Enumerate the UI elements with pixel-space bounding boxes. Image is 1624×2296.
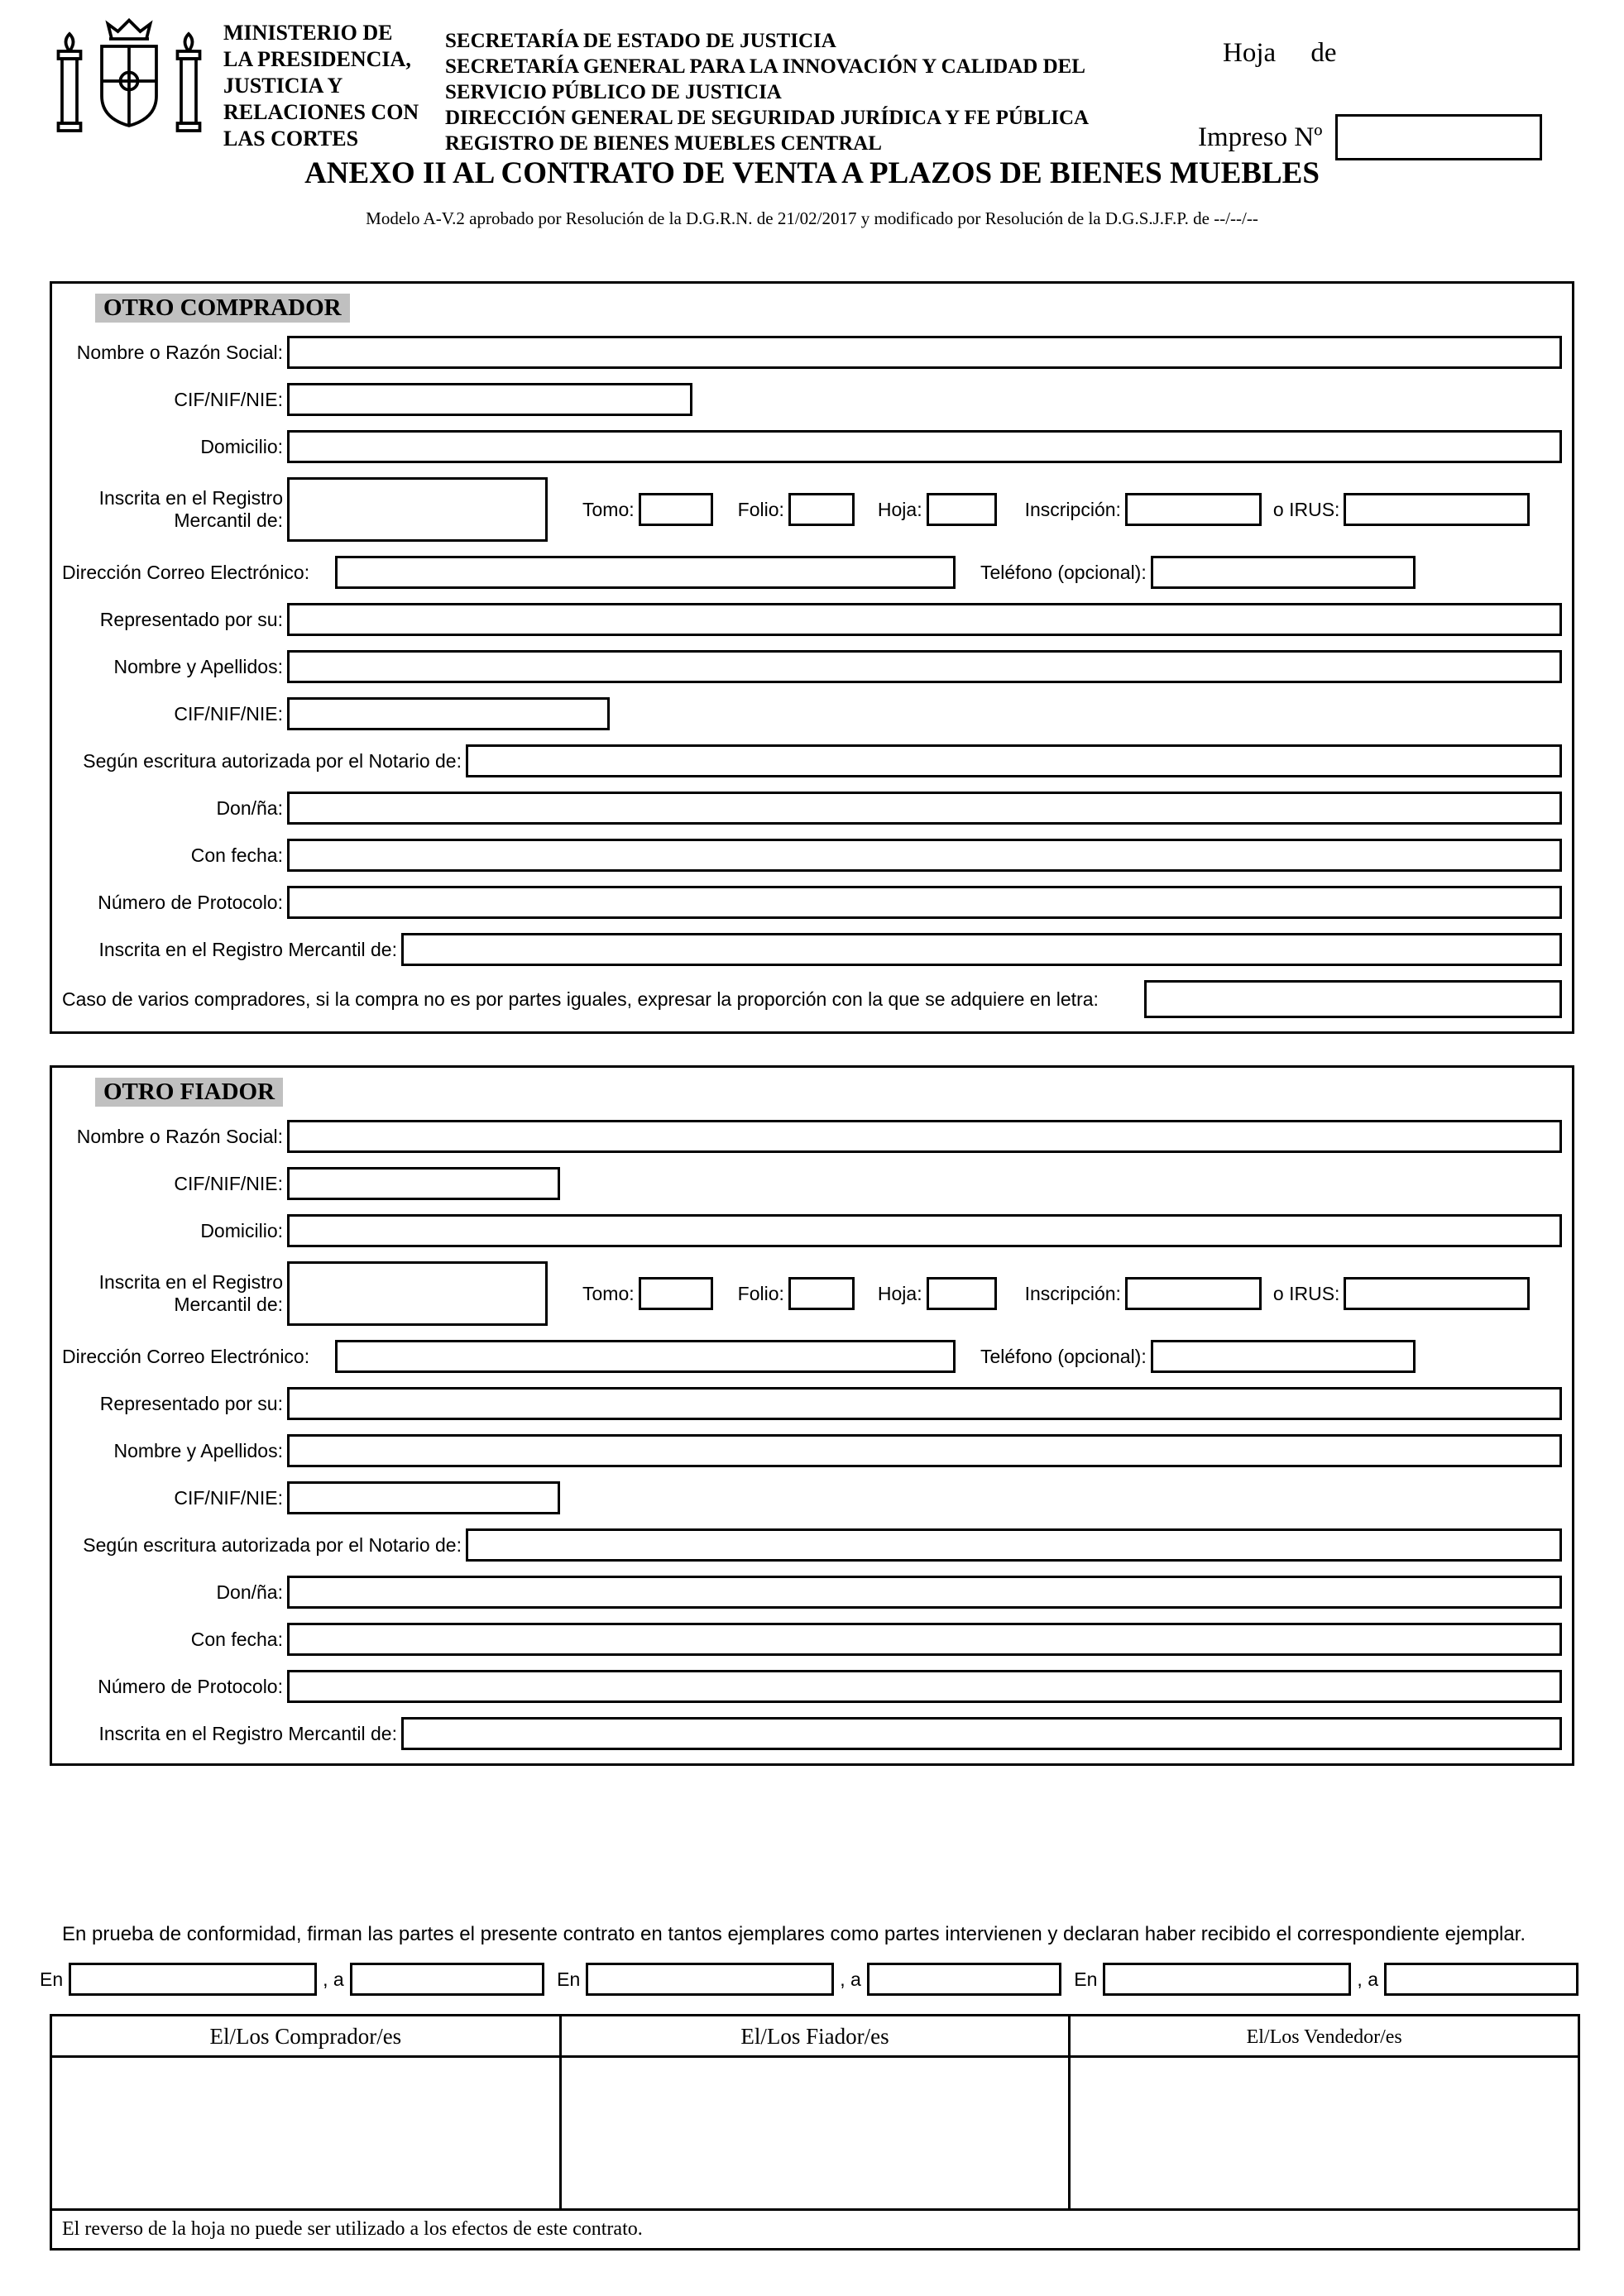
row-registro-mercantil bbox=[62, 1261, 1562, 1326]
hoja-de-label: Hoja de bbox=[1223, 38, 1337, 68]
cif-label: CIF/NIF/NIE: bbox=[174, 388, 283, 410]
fiador-fecha-field[interactable] bbox=[287, 1623, 1562, 1656]
row-domicilio bbox=[62, 430, 1562, 463]
ministry-line: LA PRESIDENCIA, bbox=[223, 47, 411, 71]
don-label: Don/ña: bbox=[216, 796, 283, 819]
nombre-apellidos-label: Nombre y Apellidos: bbox=[113, 655, 283, 677]
comprador-nombre-razon-field[interactable] bbox=[287, 336, 1562, 369]
impreso-numero-field[interactable] bbox=[1335, 114, 1542, 160]
fiador-cif-representante-field[interactable] bbox=[287, 1481, 560, 1514]
domicilio-label: Domicilio: bbox=[200, 435, 283, 457]
row-nombre-apellidos bbox=[62, 650, 1562, 683]
folio-label: Folio: bbox=[737, 1282, 784, 1304]
comprador-inscripcion-field[interactable] bbox=[1125, 493, 1262, 526]
comprador-representado-field[interactable] bbox=[287, 603, 1562, 636]
comprador-irus-field[interactable] bbox=[1344, 493, 1530, 526]
fiador-protocolo-field[interactable] bbox=[287, 1670, 1562, 1703]
a-label: , a bbox=[1357, 1968, 1378, 1990]
irus-label: o IRUS: bbox=[1272, 1282, 1340, 1304]
tomo-label: Tomo: bbox=[582, 1282, 635, 1304]
representado-label: Representado por su: bbox=[99, 608, 283, 630]
section-title-comprador: OTRO COMPRADOR bbox=[95, 294, 350, 323]
row-representado bbox=[62, 1387, 1562, 1420]
inscripcion-label: Inscripción: bbox=[1024, 1282, 1121, 1304]
org-line: SECRETARÍA DE ESTADO DE JUSTICIA bbox=[445, 30, 836, 52]
row-con-fecha bbox=[62, 839, 1562, 872]
org-line: SERVICIO PÚBLICO DE JUSTICIA bbox=[445, 81, 782, 103]
comprador-folio-field[interactable] bbox=[788, 493, 855, 526]
cif-label: CIF/NIF/NIE: bbox=[174, 1486, 283, 1509]
row-registro-mercantil bbox=[62, 477, 1562, 542]
reverse-note: El reverso de la hoja no puede ser utilizado a los efectos de este contrato. bbox=[62, 2218, 643, 2240]
place-date-group-3 bbox=[1074, 1963, 1578, 1996]
impreso-label: Impreso Nº bbox=[1198, 122, 1323, 152]
header bbox=[0, 0, 1624, 281]
firma3-fecha-field[interactable] bbox=[1384, 1963, 1578, 1996]
conformity-statement: En prueba de conformidad, firman las partes el presente contrato en tantos ejemplares como partes intervienen y declaran haber recibido el correspondiente ejemplar. bbox=[62, 1923, 1526, 1945]
a-label: , a bbox=[840, 1968, 861, 1990]
fiador-nombre-apellidos-field[interactable] bbox=[287, 1434, 1562, 1467]
representado-label: Representado por su: bbox=[99, 1392, 283, 1414]
row-cif bbox=[62, 1167, 1562, 1200]
row-representado bbox=[62, 603, 1562, 636]
row-con-fecha bbox=[62, 1623, 1562, 1656]
comprador-telefono-field[interactable] bbox=[1151, 556, 1416, 589]
row-nombre-razon bbox=[62, 336, 1562, 369]
firma1-fecha-field[interactable] bbox=[350, 1963, 544, 1996]
firma1-lugar-field[interactable] bbox=[69, 1963, 317, 1996]
inscripcion-label: Inscripción: bbox=[1024, 498, 1121, 520]
comprador-inscrita-rm-field[interactable] bbox=[401, 933, 1562, 966]
fiador-representado-field[interactable] bbox=[287, 1387, 1562, 1420]
ministry-name bbox=[223, 20, 419, 152]
fiador-tomo-field[interactable] bbox=[639, 1277, 713, 1310]
email-label: Dirección Correo Electrónico: bbox=[62, 561, 310, 583]
telefono-label: Teléfono (opcional): bbox=[980, 561, 1147, 583]
cif-label: CIF/NIF/NIE: bbox=[174, 702, 283, 725]
signature-table-body bbox=[52, 2058, 1578, 2211]
con-fecha-label: Con fecha: bbox=[190, 844, 283, 866]
firma2-fecha-field[interactable] bbox=[867, 1963, 1061, 1996]
firma2-lugar-field[interactable] bbox=[586, 1963, 834, 1996]
protocolo-label: Número de Protocolo: bbox=[98, 1675, 283, 1697]
fiador-folio-field[interactable] bbox=[788, 1277, 855, 1310]
hoja-label: Hoja: bbox=[877, 1282, 922, 1304]
signature-table-header bbox=[52, 2016, 1578, 2058]
don-label: Don/ña: bbox=[216, 1581, 283, 1603]
a-label: , a bbox=[323, 1968, 344, 1990]
nombre-razon-label: Nombre o Razón Social: bbox=[76, 341, 283, 363]
proporcion-label: Caso de varios compradores, si la compra no es por partes iguales, expresar la proporción con la que se adquiere en letra: bbox=[62, 988, 1099, 1010]
fiador-irus-field[interactable] bbox=[1344, 1277, 1530, 1310]
signature-table bbox=[50, 2014, 1580, 2251]
fiador-registro-mercantil-field[interactable] bbox=[287, 1261, 548, 1326]
fiador-don-field[interactable] bbox=[287, 1576, 1562, 1609]
row-inscrita-rm bbox=[62, 933, 1562, 966]
registro-mercantil-label: Inscrita en el Registro Mercantil de: bbox=[98, 1271, 283, 1315]
row-escritura-notario bbox=[62, 744, 1562, 777]
row-protocolo bbox=[62, 886, 1562, 919]
ministry-line: RELACIONES CON bbox=[223, 100, 419, 124]
spain-coat-of-arms bbox=[55, 10, 204, 162]
comprador-don-field[interactable] bbox=[287, 792, 1562, 825]
firma3-lugar-field[interactable] bbox=[1103, 1963, 1351, 1996]
section-title-fiador: OTRO FIADOR bbox=[95, 1078, 283, 1107]
irus-label: o IRUS: bbox=[1272, 498, 1340, 520]
inscrita-rm-label: Inscrita en el Registro Mercantil de: bbox=[98, 938, 397, 960]
comprador-nombre-apellidos-field[interactable] bbox=[287, 650, 1562, 683]
ministry-line: LAS CORTES bbox=[223, 127, 359, 151]
fiador-notario-field[interactable] bbox=[466, 1528, 1562, 1562]
section-otro-comprador bbox=[50, 281, 1574, 1034]
row-inscrita-rm bbox=[62, 1717, 1562, 1750]
org-line: SECRETARÍA GENERAL PARA LA INNOVACIÓN Y CALIDAD DEL bbox=[445, 55, 1085, 78]
comprador-tomo-field[interactable] bbox=[639, 493, 713, 526]
fiador-domicilio-field[interactable] bbox=[287, 1214, 1562, 1247]
comprador-cif-field[interactable] bbox=[287, 383, 692, 416]
en-label: En bbox=[40, 1968, 64, 1990]
org-line: REGISTRO DE BIENES MUEBLES CENTRAL bbox=[445, 132, 882, 155]
comprador-hoja-field[interactable] bbox=[927, 493, 997, 526]
comprador-proporcion-field[interactable] bbox=[1144, 980, 1562, 1018]
row-escritura-notario bbox=[62, 1528, 1562, 1562]
row-domicilio bbox=[62, 1214, 1562, 1247]
org-hierarchy bbox=[445, 28, 1089, 156]
fiador-email-field[interactable] bbox=[335, 1340, 956, 1373]
row-cif bbox=[62, 383, 1562, 416]
impreso-number-group bbox=[1198, 114, 1542, 160]
comprador-fecha-field[interactable] bbox=[287, 839, 1562, 872]
row-cif-representante bbox=[62, 697, 1562, 730]
en-label: En bbox=[1074, 1968, 1098, 1990]
comprador-domicilio-field[interactable] bbox=[287, 430, 1562, 463]
row-protocolo bbox=[62, 1670, 1562, 1703]
fiador-inscrita-rm-field[interactable] bbox=[401, 1717, 1562, 1750]
fiador-cif-field[interactable] bbox=[287, 1167, 560, 1200]
cif-label: CIF/NIF/NIE: bbox=[174, 1172, 283, 1194]
fiador-firma-area[interactable] bbox=[562, 2058, 1071, 2208]
fiador-signature-header: El/Los Fiador/es bbox=[562, 2016, 1071, 2055]
comprador-firma-area[interactable] bbox=[52, 2058, 562, 2208]
folio-label: Folio: bbox=[737, 498, 784, 520]
fiador-inscripcion-field[interactable] bbox=[1125, 1277, 1262, 1310]
hoja-label: Hoja: bbox=[877, 498, 922, 520]
signature-place-date-row bbox=[40, 1963, 1578, 1996]
telefono-label: Teléfono (opcional): bbox=[980, 1345, 1147, 1367]
row-nombre-razon bbox=[62, 1120, 1562, 1153]
row-proporcion bbox=[62, 980, 1562, 1018]
fiador-hoja-field[interactable] bbox=[927, 1277, 997, 1310]
inscrita-rm-label: Inscrita en el Registro Mercantil de: bbox=[98, 1722, 397, 1744]
section-otro-fiador bbox=[50, 1065, 1574, 1766]
place-date-group-2 bbox=[557, 1963, 1061, 1996]
comprador-protocolo-field[interactable] bbox=[287, 886, 1562, 919]
row-don bbox=[62, 792, 1562, 825]
comprador-cif-representante-field[interactable] bbox=[287, 697, 610, 730]
domicilio-label: Domicilio: bbox=[200, 1219, 283, 1241]
row-cif-representante bbox=[62, 1481, 1562, 1514]
row-email-telefono bbox=[62, 556, 1562, 589]
row-nombre-apellidos bbox=[62, 1434, 1562, 1467]
form-title: ANEXO II AL CONTRATO DE VENTA A PLAZOS DE BIENES MUEBLES bbox=[304, 156, 1320, 190]
ministry-line: MINISTERIO DE bbox=[223, 21, 393, 45]
vendedor-signature-header: El/Los Vendedor/es bbox=[1246, 2026, 1402, 2048]
con-fecha-label: Con fecha: bbox=[190, 1628, 283, 1650]
row-email-telefono bbox=[62, 1340, 1562, 1373]
fiador-telefono-field[interactable] bbox=[1151, 1340, 1416, 1373]
comprador-notario-field[interactable] bbox=[466, 744, 1562, 777]
nombre-razon-label: Nombre o Razón Social: bbox=[76, 1125, 283, 1147]
fiador-nombre-razon-field[interactable] bbox=[287, 1120, 1562, 1153]
row-don bbox=[62, 1576, 1562, 1609]
place-date-group-1 bbox=[40, 1963, 544, 1996]
escritura-notario-label: Según escritura autorizada por el Notario de: bbox=[83, 749, 462, 772]
email-label: Dirección Correo Electrónico: bbox=[62, 1345, 310, 1367]
comprador-signature-header: El/Los Comprador/es bbox=[52, 2016, 562, 2055]
tomo-label: Tomo: bbox=[582, 498, 635, 520]
form-subtitle: Modelo A-V.2 aprobado por Resolución de la D.G.R.N. de 21/02/2017 y modificado por Resolución de la D.G.S.J.F.P. de --/--/-- bbox=[366, 208, 1258, 228]
registro-mercantil-label: Inscrita en el Registro Mercantil de: bbox=[98, 487, 283, 531]
comprador-registro-mercantil-field[interactable] bbox=[287, 477, 548, 542]
vendedor-firma-area[interactable] bbox=[1071, 2058, 1578, 2208]
en-label: En bbox=[557, 1968, 581, 1990]
nombre-apellidos-label: Nombre y Apellidos: bbox=[113, 1439, 283, 1461]
org-line: DIRECCIÓN GENERAL DE SEGURIDAD JURÍDICA Y FE PÚBLICA bbox=[445, 107, 1090, 129]
escritura-notario-label: Según escritura autorizada por el Notario de: bbox=[83, 1533, 462, 1556]
ministry-line: JUSTICIA Y bbox=[223, 74, 343, 98]
protocolo-label: Número de Protocolo: bbox=[98, 891, 283, 913]
comprador-email-field[interactable] bbox=[335, 556, 956, 589]
